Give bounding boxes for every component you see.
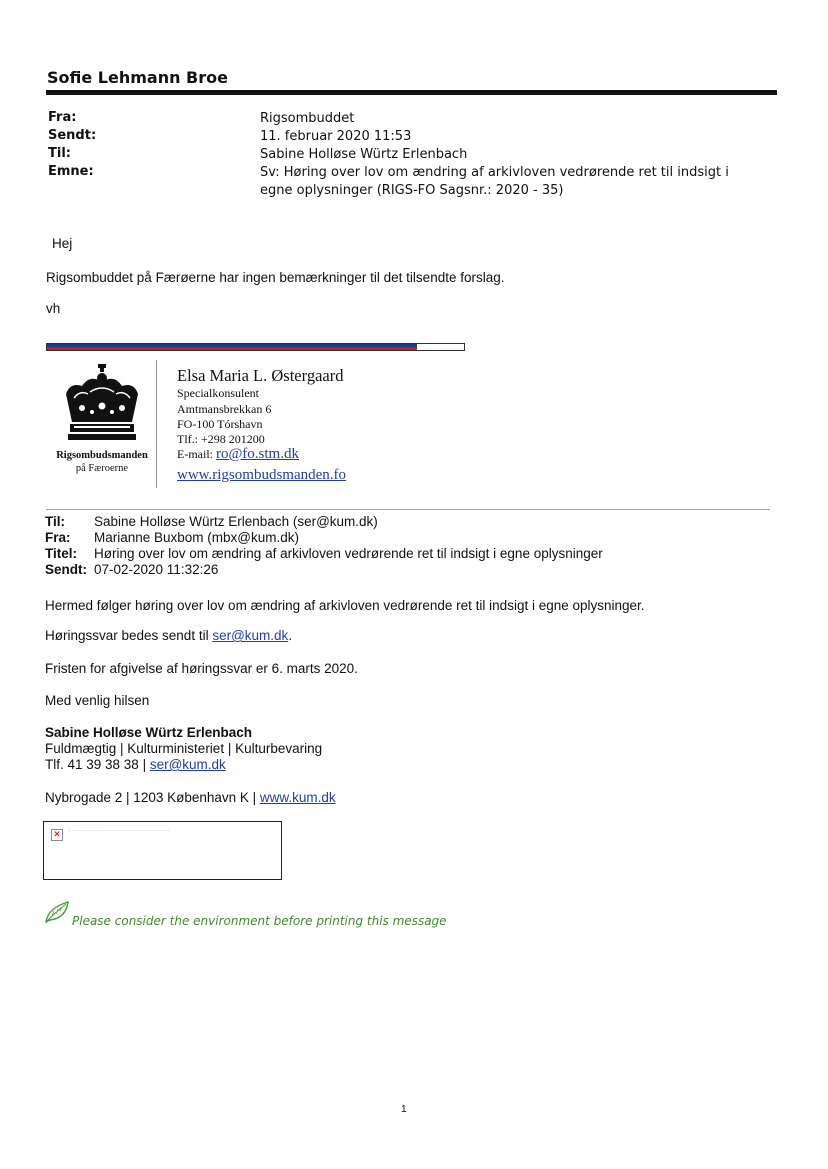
from-value: Rigsombuddet: [260, 111, 355, 126]
signature-website-link[interactable]: www.rigsombudsmanden.fo: [177, 467, 347, 483]
to-label: Til:: [48, 146, 71, 161]
org-name-line2: på Færoerne: [75, 463, 129, 474]
reply-text: Rigsombuddet på Færøerne har ingen bemærkninger til det tilsendte forslag.: [46, 270, 505, 285]
reply-greeting: Hej: [52, 236, 73, 251]
fwd-from-value: Marianne Buxbom (mbx@kum.dk): [94, 530, 300, 545]
fwd-p2-suffix: .: [288, 628, 293, 643]
section-divider: [46, 509, 770, 510]
signature-divider: [156, 360, 157, 488]
fwd-address-row: [45, 790, 336, 805]
fwd-to-value: Sabine Holløse Würtz Erlenbach (ser@kum.dk): [94, 514, 378, 529]
fwd-to-label: Til:: [45, 514, 65, 529]
signature-email-label: E-mail:: [177, 447, 213, 461]
signature-email-row: [177, 446, 299, 463]
signature-website-row: [177, 467, 346, 484]
signature-street: Amtmansbrekkan 6: [177, 402, 272, 416]
signature-title: Specialkonsulent: [177, 386, 259, 400]
signature-bar: [46, 343, 465, 351]
sent-value: 11. februar 2020 11:53: [260, 129, 412, 144]
page-number: 1: [401, 1104, 407, 1115]
from-label: Fra:: [48, 110, 77, 125]
org-name-line1: Rigsombudsmanden: [56, 450, 148, 461]
embedded-image-placeholder: — — — — — — — — — — — — — — — — — — — — — — — — — —: [68, 828, 170, 832]
to-value: Sabine Holløse Würtz Erlenbach: [260, 147, 468, 162]
fwd-from-label: Fra:: [45, 530, 71, 545]
document-owner-name: Sofie Lehmann Broe: [47, 68, 228, 87]
signature-email-link[interactable]: ro@fo.stm.dk: [216, 446, 299, 462]
signature-phone: Tlf.: +298 201200: [177, 432, 265, 446]
fwd-paragraph-1: Hermed følger høring over lov om ændring af arkivloven vedrørende ret til indsigt i egne oplysninger.: [45, 598, 645, 613]
fwd-title-label: Titel:: [45, 546, 78, 561]
crown-logo-icon: [60, 364, 144, 442]
subject-label: Emne:: [48, 164, 94, 179]
fwd-sent-value: 07-02-2020 11:32:26: [94, 562, 219, 577]
environment-message: Please consider the environment before printing this message: [72, 914, 447, 928]
fwd-title-value: Høring over lov om ændring af arkivloven vedrørende ret til indsigt i egne oplysninger: [94, 546, 603, 561]
subject-value: Sv: Høring over lov om ændring af arkivloven vedrørende ret til indsigt i egne oplysninger (RIGS-FO Sagsnr.: 2020 - 35): [260, 165, 729, 198]
leaf-icon: [42, 900, 72, 924]
fwd-sent-label: Sendt:: [45, 562, 87, 577]
fwd-website-link[interactable]: www.kum.dk: [259, 790, 336, 805]
fwd-signature-phone: Tlf. 41 39 38 38 |: [45, 757, 150, 772]
fwd-paragraph-3: Fristen for afgivelse af høringssvar er 6. marts 2020.: [45, 661, 358, 676]
signature-city: FO-100 Tórshavn: [177, 417, 263, 431]
header-rule: [46, 90, 777, 95]
fwd-signature-phone-row: [45, 757, 226, 772]
broken-image-icon: ✕: [51, 829, 63, 841]
embedded-image-frame: [43, 821, 282, 880]
fwd-paragraph-2: [45, 628, 292, 643]
fwd-p2-email-link[interactable]: ser@kum.dk: [212, 628, 289, 643]
signature-name: Elsa Maria L. Østergaard: [177, 366, 344, 385]
fwd-p2-text: Høringssvar bedes sendt til: [45, 628, 213, 643]
fwd-signature-email-link[interactable]: ser@kum.dk: [149, 757, 226, 772]
fwd-signature-name: Sabine Holløse Würtz Erlenbach: [45, 725, 253, 740]
reply-closing: vh: [46, 301, 61, 316]
fwd-signature-role: Fuldmægtig | Kulturministeriet | Kulturbevaring: [45, 741, 323, 756]
sent-label: Sendt:: [48, 128, 97, 143]
fwd-address-text: Nybrogade 2 | 1203 København K |: [45, 790, 260, 805]
fwd-paragraph-4: Med venlig hilsen: [45, 693, 150, 708]
